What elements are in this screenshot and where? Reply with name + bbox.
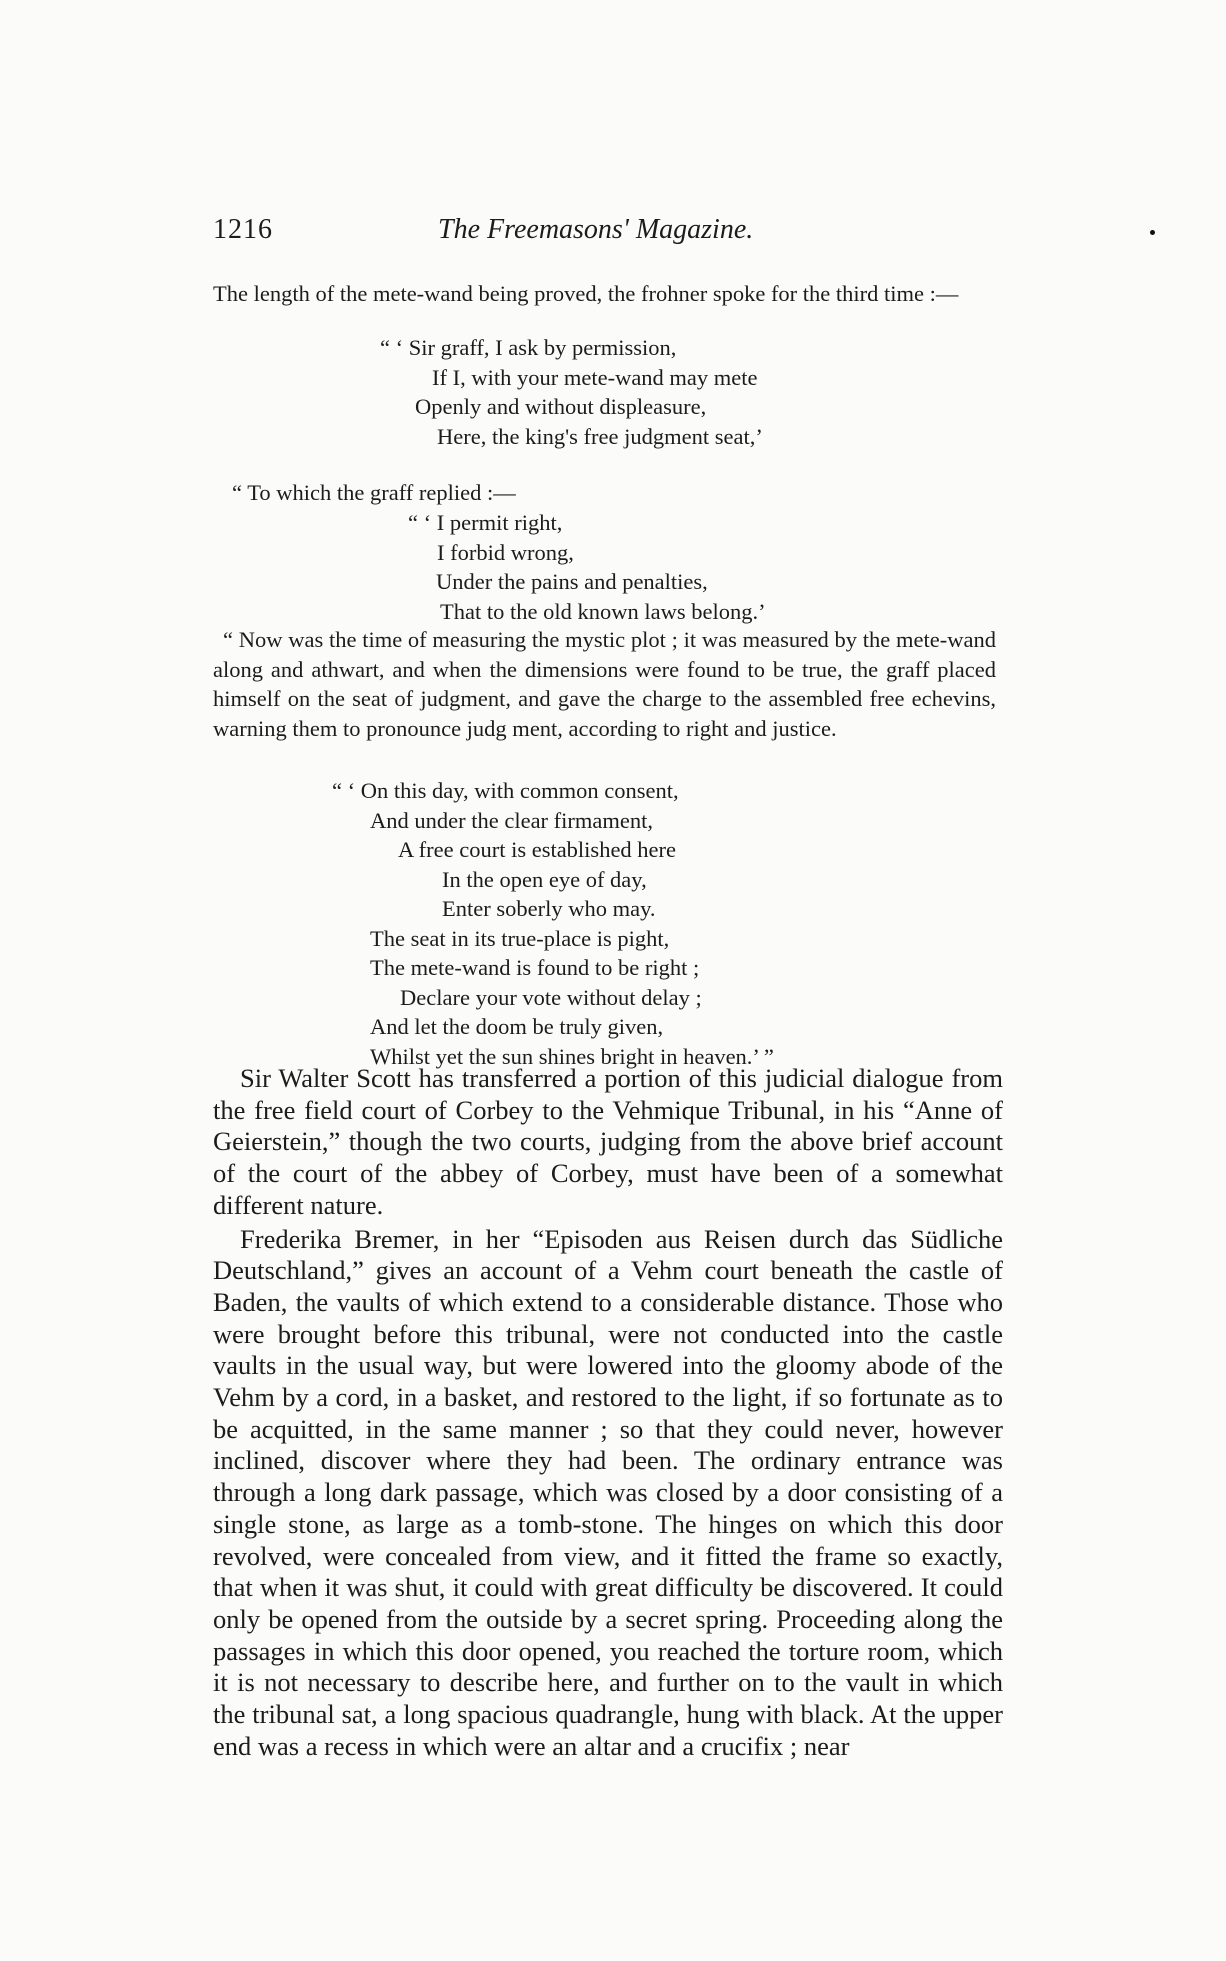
verse-line: That to the old known laws belong.’: [440, 598, 766, 624]
verse-line: “ ‘ I permit right,: [408, 510, 563, 535]
running-title: The Freemasons' Magazine.: [438, 214, 754, 245]
verse-line: A free court is established here: [398, 837, 677, 862]
verse-line: In the open eye of day,: [442, 866, 647, 892]
page-number: 1216: [213, 214, 273, 245]
body-paragraph: Frederika Bremer, in her “Episoden aus Reisen durch das Südliche Deutschland,” gives an account of a Vehm court beneath the castle of Baden, the vaults of which extend to a considerable distance. Those who were brought before this tribunal, were not conducted into the castle vaults in the usual way, but were lowered into the gloomy abode of the Vehm by a cord, in a basket, and restored to the light, if so fortunate as to be acquitted, in the same manner ; so that they could never, however inclined, discover where they had been. The ordinary entrance was through a long dark passage, which was closed by a door consisting of a single stone, as large as a tomb-stone. The hinges on which this door revolved, were concealed from view, and it fitted the frame so exactly, that when it was shut, it could with great difficulty be discovered. It could only be opened from the outside by a secret spring. Proceeding along the passages in which this door opened, you reached the torture room, which it is not necessary to describe here, and further on to the vault in which the tribunal sat, a long spacious quadrangle, hung with black. At the upper end was a recess in which were an altar and a crucifix ; near: [213, 1223, 1003, 1761]
verse-line: I forbid wrong,: [437, 539, 574, 565]
intro-paragraph: The length of the mete-wand being proved, the frohner spoke for the third time :—: [213, 281, 959, 306]
verse-line: Declare your vote without delay ;: [400, 984, 702, 1010]
main-body-text: [213, 1063, 1003, 1764]
verse-court: [0, 776, 774, 1071]
verse-line: Here, the king's free judgment seat,’: [437, 423, 763, 449]
verse-line: The seat in its true-place is pight,: [370, 925, 670, 951]
verse-line: Enter soberly who may.: [442, 896, 656, 921]
ink-speck: [1150, 230, 1155, 235]
verse-line: Openly and without displeasure,: [415, 394, 707, 419]
verse-line: Under the pains and penalties,: [436, 569, 708, 594]
verse-line: And let the doom be truly given,: [370, 1014, 664, 1039]
verse-line: If I, with your mete-wand may mete: [432, 364, 758, 390]
verse-line: Whilst yet the sun shines bright in heaven.’ ”: [370, 1043, 774, 1069]
measuring-paragraph: “ Now was the time of measuring the mystic plot ; it was measured by the mete-wand along and athwart, and when the dimensions were found to be true, the graff placed himself on the seat of judgment, and gave the charge to the assembled free echevins, warning them to pronounce judg ment, according to right and justice.: [213, 627, 996, 741]
verse-reply: [0, 508, 766, 626]
verse-permission: [0, 333, 763, 451]
body-paragraph: Sir Walter Scott has transferred a portion of this judicial dialogue from the free field court of Corbey to the Vehmique Tribunal, in his “Anne of Geierstein,” though the two courts, judging from the above brief account of the court of the abbey of Corbey, must have been of a somewhat different nature.: [213, 1063, 1003, 1220]
verse-line: The mete-wand is found to be right ;: [370, 955, 700, 980]
page-header: [213, 214, 1003, 254]
verse-line: “ ‘ On this day, with common consent,: [332, 778, 679, 803]
graff-reply-intro: “ To which the graff replied :—: [232, 480, 516, 505]
verse-line: “ ‘ Sir graff, I ask by permission,: [380, 335, 677, 360]
verse-line: And under the clear firmament,: [370, 807, 654, 833]
